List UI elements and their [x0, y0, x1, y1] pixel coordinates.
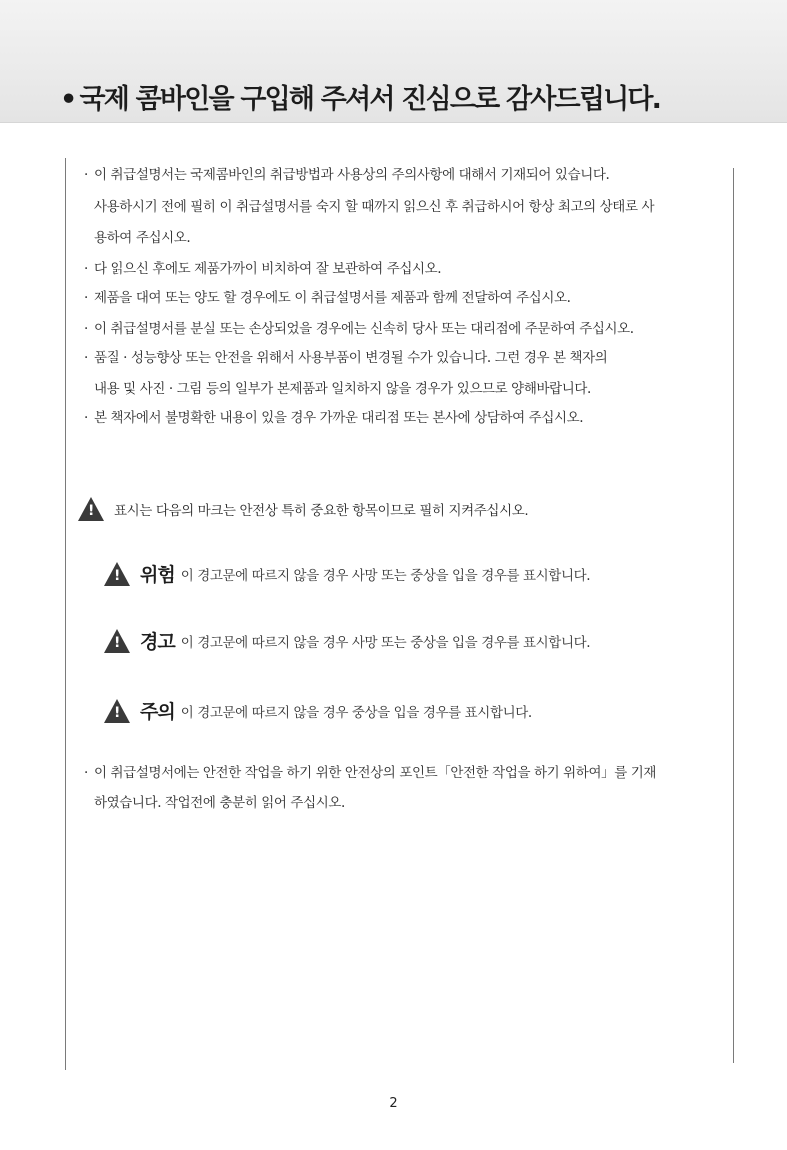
intro-item-3 — [84, 289, 724, 307]
closing-item-cont — [84, 794, 734, 812]
danger-level — [104, 560, 590, 587]
bullet: · — [84, 290, 88, 306]
intro-line-1: 이 취급설명서는 국제콤바인의 취급방법과 사용상의 주의사항에 대해서 기재되어 있습니다. — [94, 167, 610, 183]
intro-line-7: 품질 · 성능향상 또는 안전을 위해서 사용부품이 변경될 수가 있습니다. 그런 경우 본 책자의 — [94, 350, 608, 366]
warning-level — [104, 627, 590, 654]
closing-item — [84, 764, 724, 782]
safety-notice — [78, 497, 528, 521]
bullet: · — [84, 321, 88, 337]
intro-line-2: 사용하시기 전에 필히 이 취급설명서를 숙지 할 때까지 읽으신 후 취급하시어 항상 최고의 상태로 사 — [94, 199, 655, 215]
bullet: · — [84, 410, 88, 426]
intro-line-5: 제품을 대여 또는 양도 할 경우에도 이 취급설명서를 제품과 함께 전달하여 주십시오. — [94, 290, 571, 306]
header-banner — [0, 0, 787, 123]
intro-item-5 — [84, 349, 724, 367]
caution-description: 이 경고문에 따르지 않을 경우 중상을 입을 경우를 표시합니다. — [180, 704, 532, 721]
intro-item-5-cont — [84, 380, 734, 398]
danger-word: 위험 — [140, 564, 175, 586]
bullet: · — [84, 261, 88, 277]
page-number: 2 — [389, 1096, 398, 1111]
warning-triangle-icon — [104, 699, 130, 723]
intro-line-3: 용하여 주십시오. — [94, 230, 191, 246]
intro-item-4 — [84, 320, 724, 338]
caution-level — [104, 697, 532, 724]
closing-line-2: 하였습니다. 작업전에 충분히 읽어 주십시오. — [94, 795, 345, 811]
warning-triangle-icon — [104, 562, 130, 586]
bullet: · — [84, 167, 88, 183]
title-bullet: • — [60, 84, 76, 115]
page-title — [60, 77, 660, 116]
intro-item-2 — [84, 260, 724, 278]
intro-line-6: 이 취급설명서를 분실 또는 손상되었을 경우에는 신속히 당사 또는 대리점에 주문하여 주십시오. — [94, 321, 634, 337]
intro-line-8: 내용 및 사진 · 그림 등의 일부가 본제품과 일치하지 않을 경우가 있으므로 양해바랍니다. — [94, 381, 591, 397]
danger-description: 이 경고문에 따르지 않을 경우 사망 또는 중상을 입을 경우를 표시합니다. — [180, 567, 591, 584]
closing-line-1: 이 취급설명서에는 안전한 작업을 하기 위한 안전상의 포인트「안전한 작업을 하기 위하여」를 기재 — [94, 765, 657, 781]
intro-item-1-cont2 — [84, 229, 734, 247]
right-margin-rule — [733, 168, 734, 1063]
left-margin-rule — [65, 158, 66, 1070]
warning-word: 경고 — [140, 631, 175, 653]
title-text: 국제 콤바인을 구입해 주셔서 진심으로 감사드립니다. — [79, 84, 661, 115]
intro-item-1-cont — [84, 198, 734, 216]
caution-word: 주의 — [140, 701, 175, 723]
intro-item-1 — [84, 166, 724, 184]
intro-line-9: 본 책자에서 불명확한 내용이 있을 경우 가까운 대리점 또는 본사에 상담하여 주십시오. — [94, 410, 584, 426]
bullet: · — [84, 765, 88, 781]
warning-description: 이 경고문에 따르지 않을 경우 사망 또는 중상을 입을 경우를 표시합니다. — [180, 634, 591, 651]
warning-triangle-icon — [104, 629, 130, 653]
intro-item-6 — [84, 409, 724, 427]
intro-line-4: 다 읽으신 후에도 제품가까이 비치하여 잘 보관하여 주십시오. — [94, 261, 442, 277]
bullet: · — [84, 350, 88, 366]
safety-notice-text: 표시는 다음의 마크는 안전상 특히 중요한 항목이므로 필히 지켜주십시오. — [114, 503, 529, 519]
warning-triangle-icon — [78, 497, 104, 521]
